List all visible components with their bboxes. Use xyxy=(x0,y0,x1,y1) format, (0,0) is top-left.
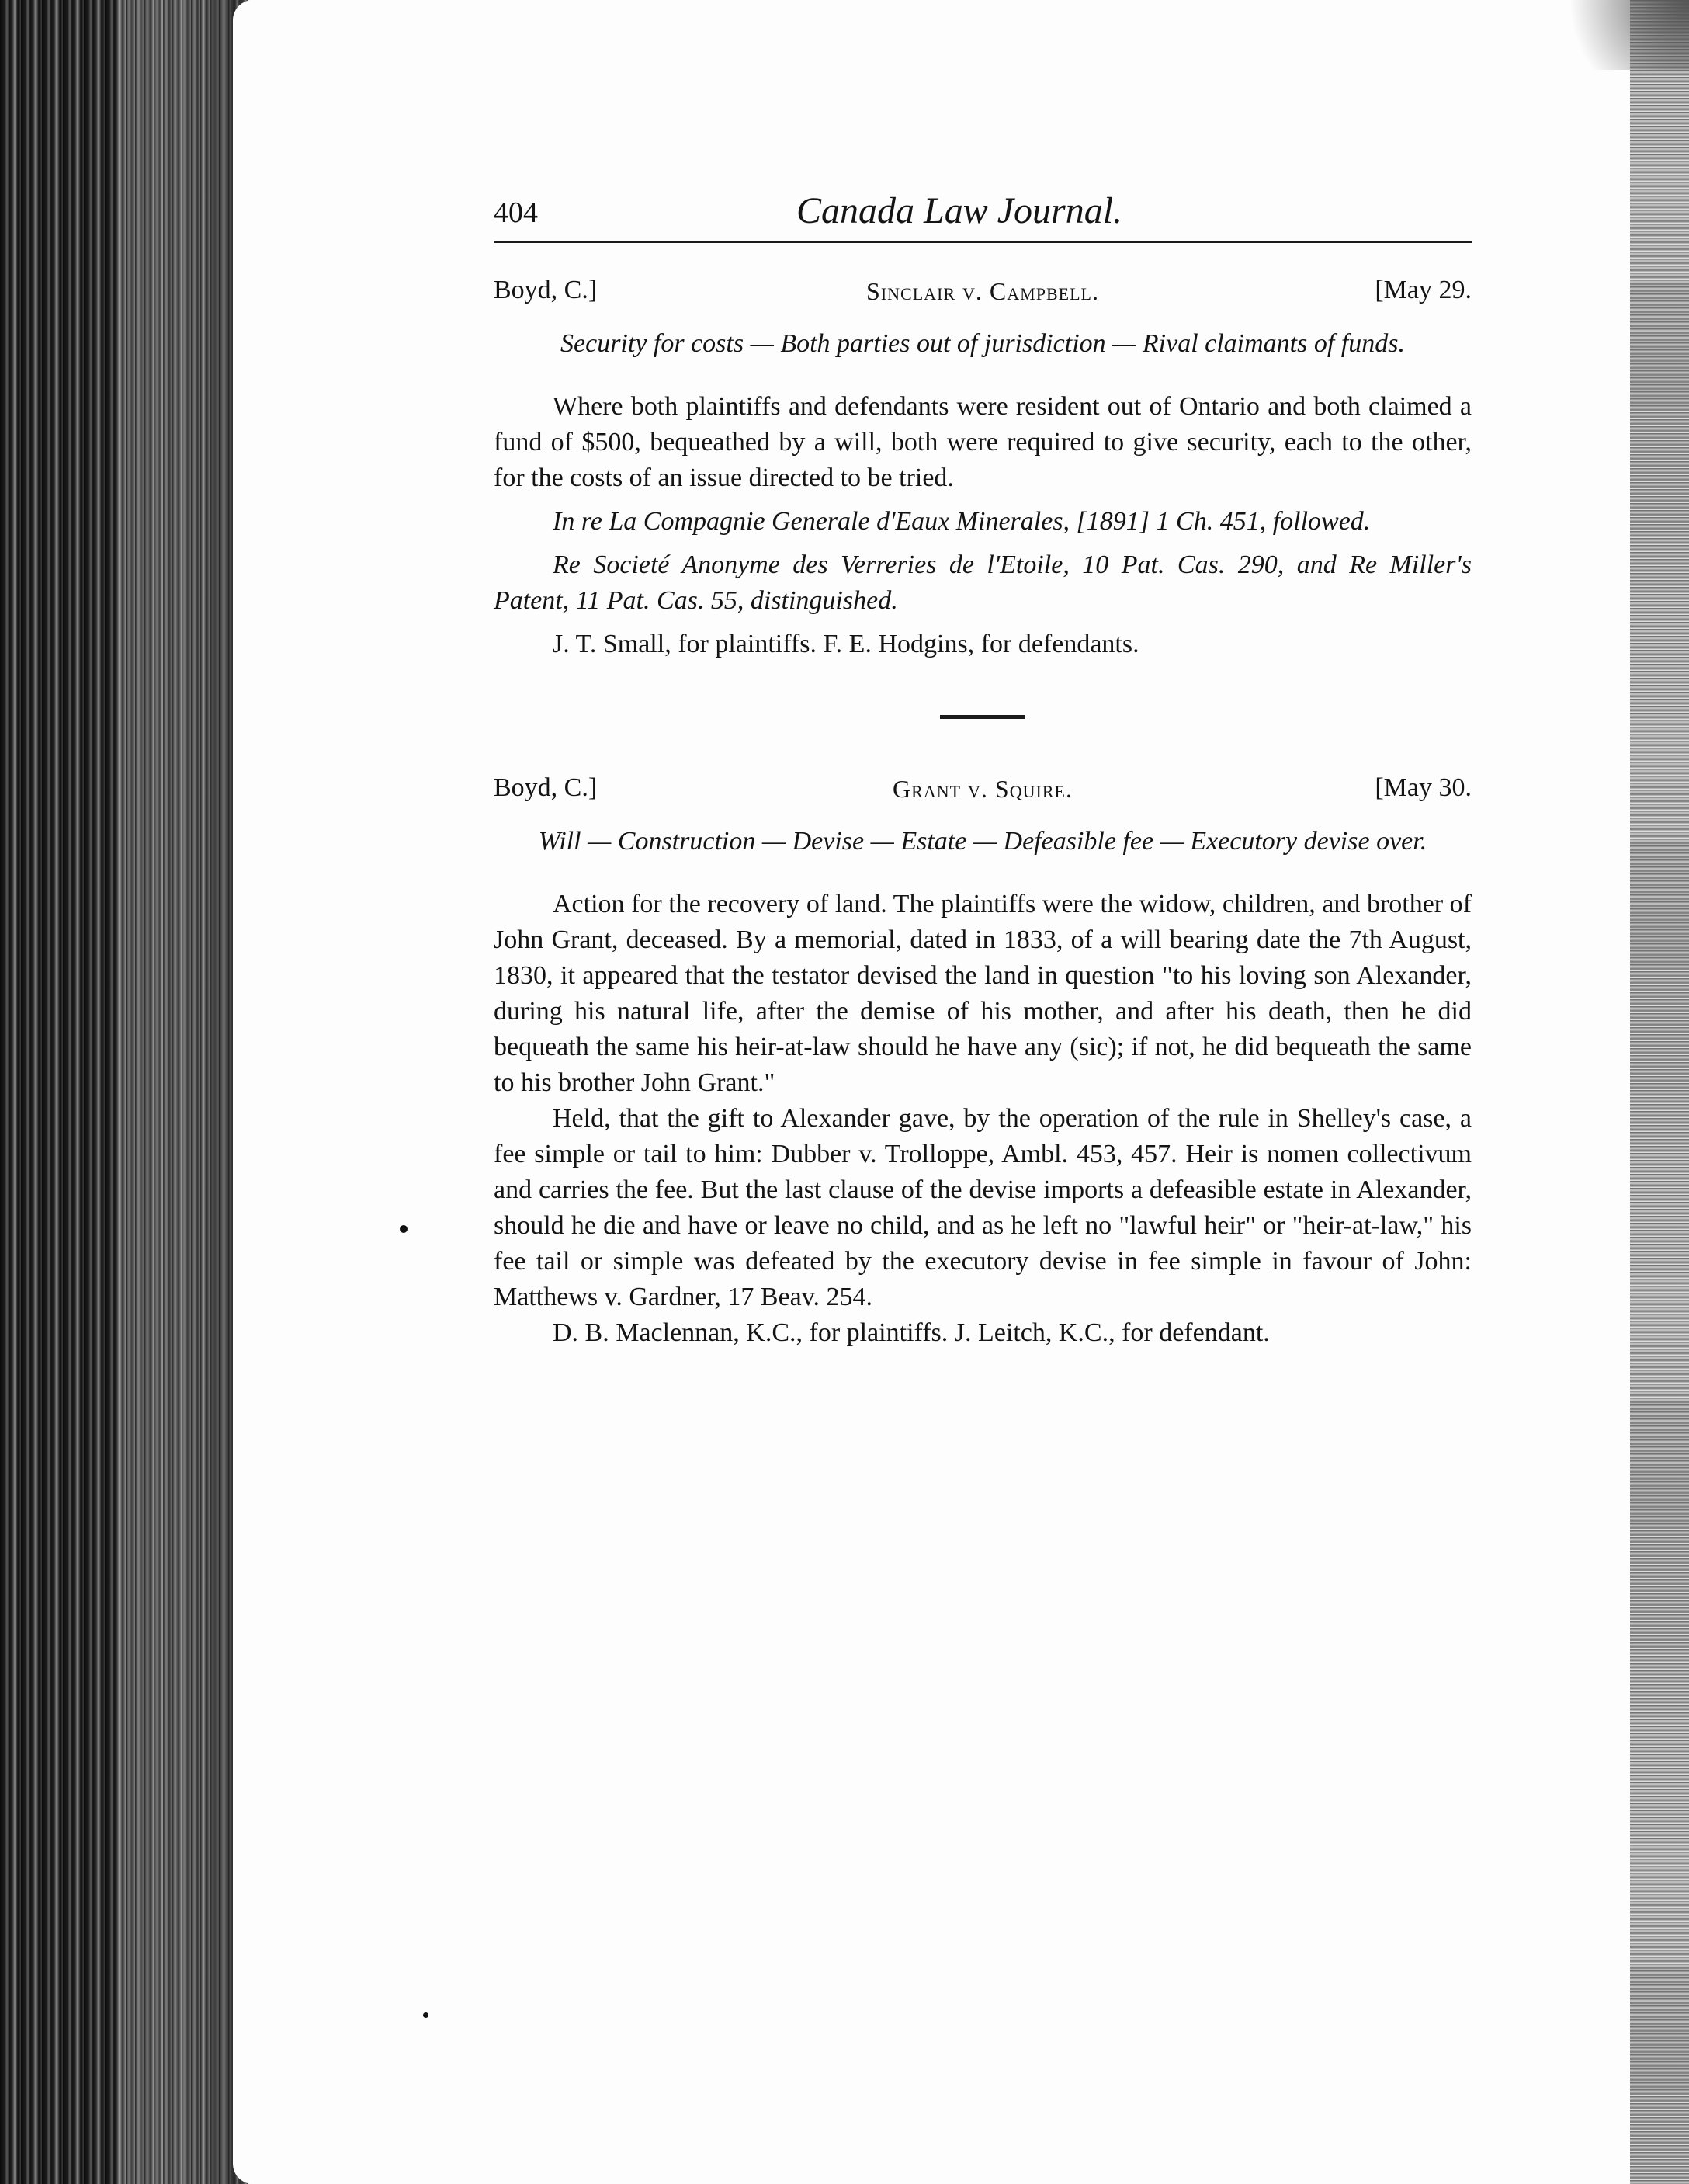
case-headnote: Security for costs — Both parties out of jurisdiction — Rival claimants of funds. xyxy=(560,329,1405,358)
case-heading xyxy=(494,773,1472,814)
page-content xyxy=(494,186,1472,1351)
case-citation: Re Societé Anonyme des Verreries de l'Etoile, 10 Pat. Cas. 290, and Re Miller's Patent, 11 Pat. Cas. 55, distinguished. xyxy=(494,550,1472,615)
case-date: [May 29. xyxy=(1375,276,1472,304)
page-number: 404 xyxy=(494,196,538,229)
case-date: [May 30. xyxy=(1375,773,1472,802)
case-paragraph: Action for the recovery of land. The plaintiffs were the widow, children, and brother of John Grant, deceased. By a memorial, dated in 1833, of a will bearing date the 7th August, 1830, it appeared that the testator devised the land in question "to his loving son Alexander, during his natural life, after the demise of his mother, and after his death, then he did bequeath the same his heir-at-law should he have any (sic); if not, he did bequeath the same to his brother John Grant." xyxy=(494,890,1472,1097)
section-divider xyxy=(940,715,1025,719)
journal-title: Canada Law Journal. xyxy=(796,190,1123,231)
page-corner-shadow xyxy=(1534,0,1689,70)
case-title: Sinclair v. Campbell. xyxy=(866,277,1099,305)
case-headnote: Will — Construction — Devise — Estate — Defeasible fee — Executory devise over. xyxy=(538,827,1427,856)
running-head xyxy=(494,186,1472,243)
stray-mark xyxy=(423,2012,428,2018)
stray-mark xyxy=(400,1225,408,1233)
case-heading xyxy=(494,276,1472,316)
case-citation: In re La Compagnie Generale d'Eaux Minerales, [1891] 1 Ch. 451, followed. xyxy=(553,507,1371,536)
case-paragraph: Where both plaintiffs and defendants were resident out of Ontario and both claimed a fund of $500, bequeathed by a will, both were required to give security, each to the other, for the costs of an issue directed to be tried. xyxy=(494,392,1472,492)
case-holding: Held, that the gift to Alexander gave, by the operation of the rule in Shelley's case, a fee simple or tail to him: Dubber v. Trolloppe, Ambl. 453, 457. Heir is nomen collectivum and carries the fee. But the last clause of the devise imports a defeasible estate in Alexander, should he die and have or leave no child, and as he left no "lawful heir" or "heir-at-law," his fee tail or simple was defeated by the executory devise in fee simple in favour of John: Matthews v. Gardner, 17 Beav. 254. xyxy=(494,1104,1472,1311)
case-report xyxy=(494,276,1472,662)
case-counsel: J. T. Small, for plaintiffs. F. E. Hodgins, for defendants. xyxy=(553,630,1139,658)
case-report xyxy=(494,773,1472,1351)
case-judge: Boyd, C.] xyxy=(494,773,598,802)
page-right-edge xyxy=(1630,0,1689,2184)
case-counsel: D. B. Maclennan, K.C., for plaintiffs. J. Leitch, K.C., for defendant. xyxy=(553,1318,1270,1347)
case-title: Grant v. Squire. xyxy=(893,775,1073,803)
case-judge: Boyd, C.] xyxy=(494,276,598,304)
